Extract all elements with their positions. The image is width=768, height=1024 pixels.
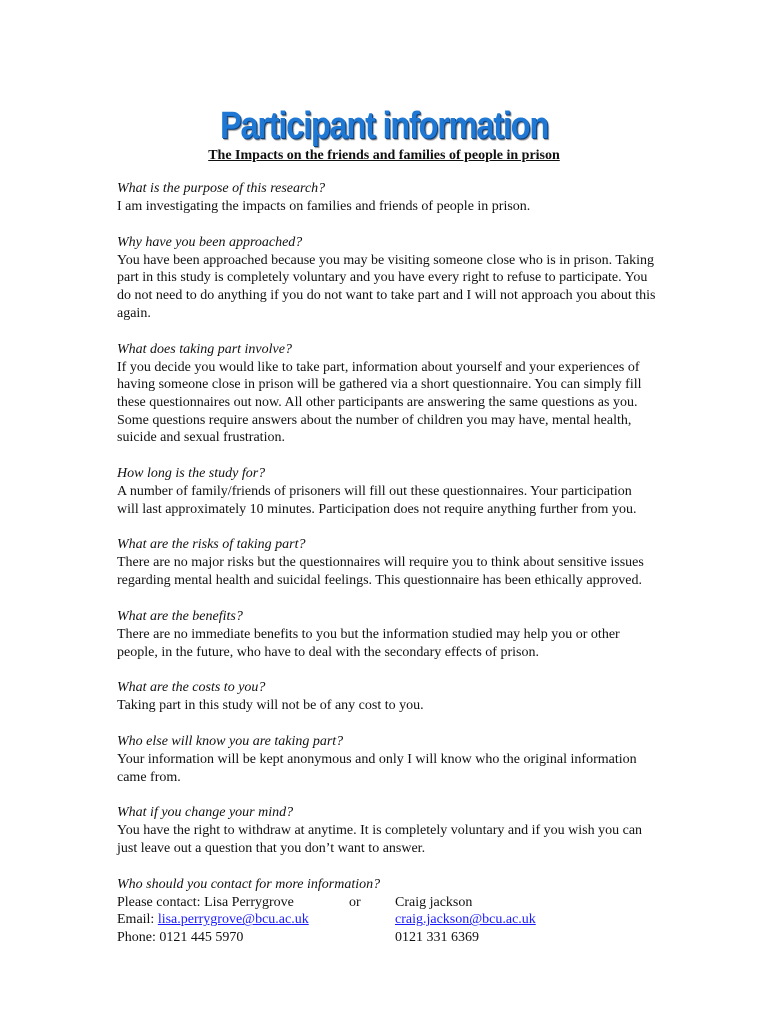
- faq-question: What are the benefits?: [117, 608, 243, 624]
- faq-question: Who else will know you are taking part?: [117, 733, 344, 749]
- contact-section: [117, 876, 657, 947]
- faq-question: What does taking part involve?: [117, 341, 292, 357]
- faq-answer: Your information will be kept anonymous and only I will know who the original information came from.: [117, 751, 637, 785]
- contact-or: or: [349, 894, 361, 910]
- contact-name-1: Please contact: Lisa Perrygrove: [117, 894, 294, 910]
- page-title: Participant information: [219, 105, 549, 147]
- contact-name-2: Craig jackson: [395, 894, 473, 910]
- email-link-2[interactable]: craig.jackson@bcu.ac.uk: [395, 912, 536, 928]
- faq-answer: You have been approached because you may be visiting someone close who is in prison. Taking part in this study is completely voluntary and you have every right to refuse to participate. You do not need to do anything if you do not want to take part and I will not approach you about this again.: [117, 252, 656, 321]
- contact-email-row: [117, 911, 657, 929]
- email-label: Email:: [117, 912, 158, 928]
- faq-question: How long is the study for?: [117, 466, 266, 482]
- phone-cell-1: [117, 929, 243, 947]
- phone-label: Phone:: [117, 930, 160, 946]
- faq-answer: There are no major risks but the questionnaires will require you to think about sensitive issues regarding mental health and suicidal feelings. This questionnaire has been ethically approved.: [117, 555, 644, 589]
- faq-section: [117, 465, 657, 518]
- faq-section: [117, 733, 657, 786]
- faq-section: [117, 180, 657, 216]
- faq-answer: If you decide you would like to take part, information about yourself and your experiences of having someone close in prison will be gathered via a short questionnaire. You can simply fill these questionnaires out now. All other participants are answering the same questions as you. Some questions require answers about the number of children you may have, mental health, suicide and sexual frustration.: [117, 359, 642, 446]
- email-link-1[interactable]: lisa.perrygrove@bcu.ac.uk: [157, 912, 309, 928]
- phone-1: 0121 445 5970: [159, 930, 244, 946]
- faq-answer: There are no immediate benefits to you but the information studied may help you or other people, in the future, who have to deal with the secondary effects of prison.: [117, 626, 620, 660]
- faq-section: [117, 536, 657, 589]
- faq-section: [117, 804, 657, 857]
- faq-question: Why have you been approached?: [117, 234, 303, 250]
- faq-question: What if you change your mind?: [117, 805, 294, 821]
- faq-answer: You have the right to withdraw at anytime. It is completely voluntary and if you wish you can just leave out a question that you don’t want to answer.: [117, 823, 643, 857]
- faq-section: [117, 341, 657, 448]
- faq-question: What is the purpose of this research?: [117, 181, 326, 196]
- faq-section: [117, 679, 657, 715]
- contact-phone-row: [117, 929, 657, 947]
- faq-question: What are the costs to you?: [117, 680, 266, 696]
- faq-answer: A number of family/friends of prisoners will fill out these questionnaires. Your participation will last approximately 10 minutes. Participation does not require anything further from you.: [117, 484, 637, 517]
- faq-section: [117, 608, 657, 661]
- faq-section: [117, 234, 657, 323]
- page-subtitle: The Impacts on the friends and families of people in prison: [208, 148, 560, 163]
- contact-question: Who should you contact for more information?: [117, 876, 381, 892]
- faq-answer: Taking part in this study will not be of any cost to you.: [117, 698, 424, 714]
- faq-question: What are the risks of taking part?: [117, 537, 306, 553]
- document-body: [117, 180, 657, 965]
- email-cell-1: [117, 911, 309, 929]
- contact-names-row: [117, 894, 657, 912]
- faq-answer: I am investigating the impacts on families and friends of people in prison.: [117, 199, 531, 214]
- phone-2: 0121 331 6369: [395, 930, 479, 946]
